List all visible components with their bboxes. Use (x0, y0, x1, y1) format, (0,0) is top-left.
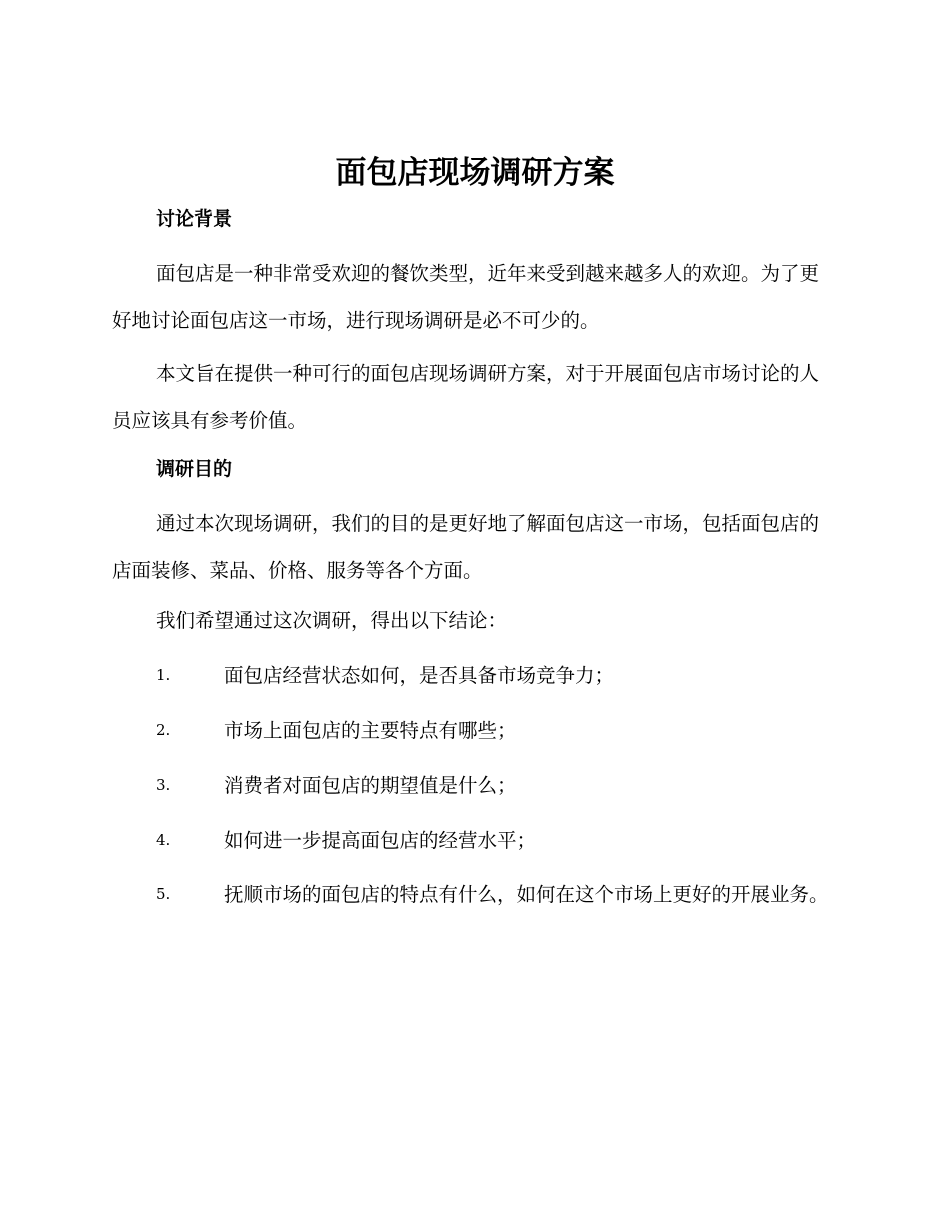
list-item-text: 如何进一步提高面包店的经营水平； (224, 829, 537, 852)
list-item (112, 707, 836, 754)
list-item-text: 市场上面包店的主要特点有哪些； (224, 719, 517, 742)
list-item (112, 762, 836, 809)
section-heading-background: 讨论背景 (156, 208, 233, 230)
document-title: 面包店现场调研方案 (335, 155, 615, 191)
list-item-text: 面包店经营状态如何，是否具备市场竞争力； (224, 664, 615, 687)
list-item (112, 817, 836, 864)
list-item-text: 消费者对面包店的期望值是什么； (224, 774, 517, 797)
list-item-number: 1. (156, 666, 171, 684)
paragraph: 面包店是一种非常受欢迎的餐饮类型，近年来受到越来越多人的欢迎。为了更好地讨论面包店这一市场，进行现场调研是必不可少的。 (112, 262, 820, 332)
list-item-number: 3. (156, 776, 171, 794)
list-item (112, 652, 836, 699)
paragraph: 通过本次现场调研，我们的目的是更好地了解面包店这一市场，包括面包店的店面装修、菜品、价格、服务等各个方面。 (112, 512, 820, 582)
list-item (112, 871, 836, 918)
list-item-number: 2. (156, 721, 171, 739)
paragraph: 本文旨在提供一种可行的面包店现场调研方案，对于开展面包店市场讨论的人员应该具有参考价值。 (112, 362, 820, 432)
list-item-number: 5. (156, 885, 171, 903)
section-heading-purpose: 调研目的 (156, 458, 233, 480)
list-item-number: 4. (156, 831, 171, 849)
paragraph: 我们希望通过这次调研，得出以下结论： (156, 609, 508, 632)
list-item-text: 抚顺市场的面包店的特点有什么，如何在这个市场上更好的开展业务。 (224, 883, 829, 906)
